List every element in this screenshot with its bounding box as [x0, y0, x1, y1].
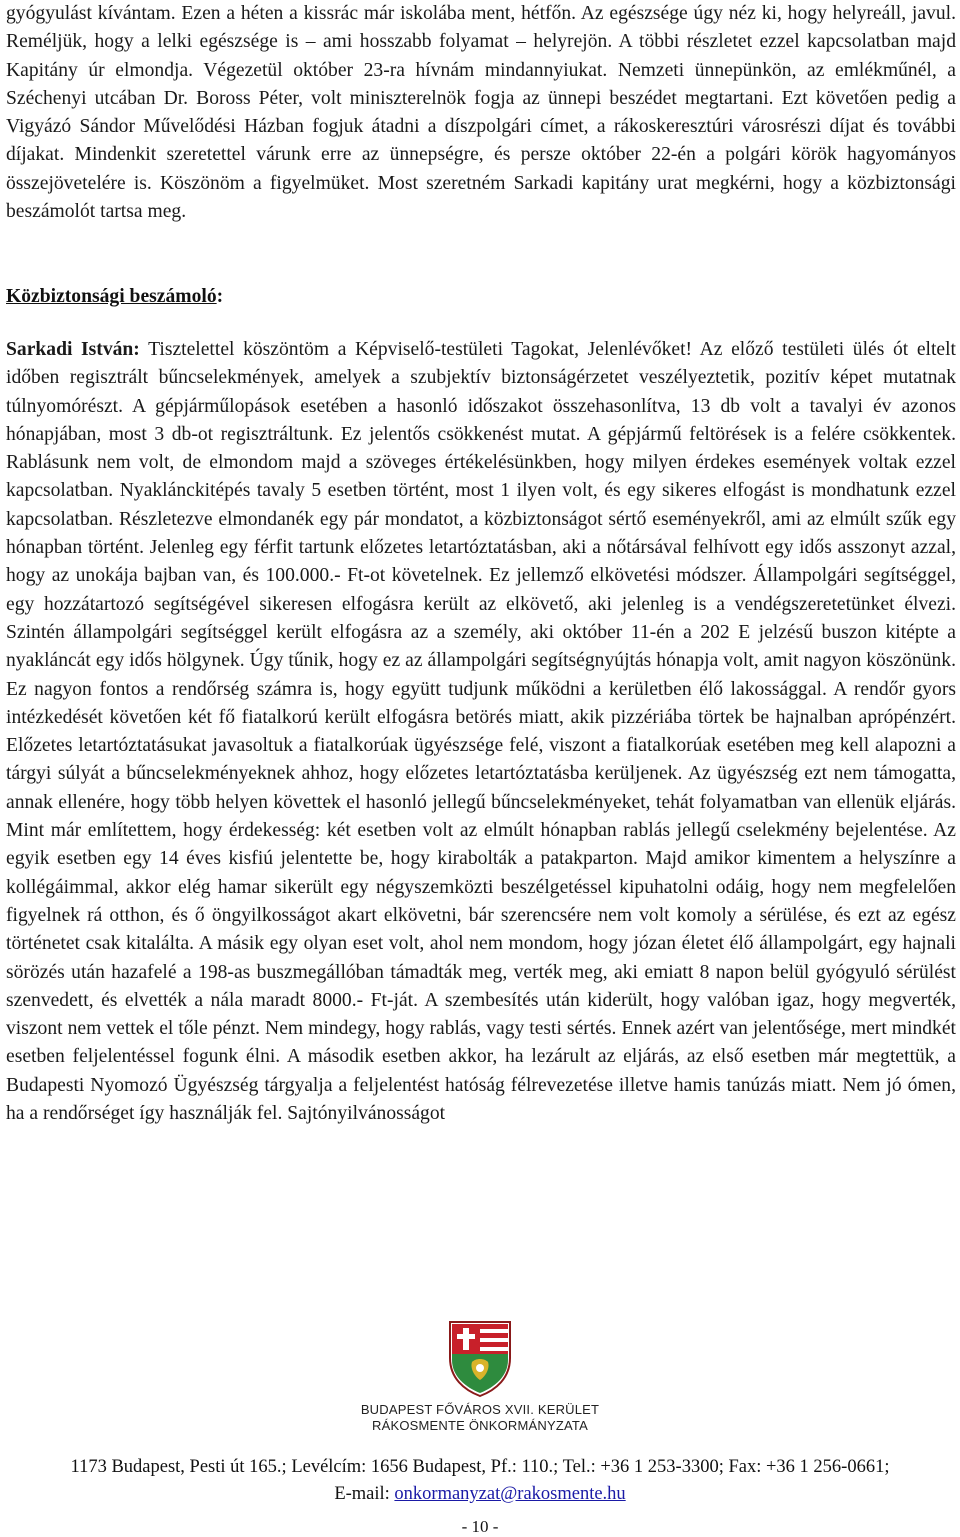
- section-heading: [6, 283, 223, 311]
- footer-org-line2: RÁKOSMENTE ÖNKORMÁNYZATA: [372, 1418, 588, 1433]
- report-paragraph: [6, 336, 956, 1128]
- section-heading-title: Közbiztonsági beszámoló: [6, 286, 217, 307]
- footer-email-link[interactable]: onkormanyzat@rakosmente.hu: [394, 1484, 626, 1504]
- speaker-name: Sarkadi István:: [6, 339, 140, 360]
- coat-of-arms-icon: [446, 1318, 514, 1398]
- footer-email-label: E-mail:: [334, 1484, 395, 1504]
- report-text: Tisztelettel köszöntöm a Képviselő-testületi Tagokat, Jelenlévőket! Az előző testületi ülés ót eltelt időben regisztrált bűncselekmények, amelyek a szubjektív biztonságérzetet veszélyeztetik, pozitív képet mutatnak túlnyomórészt. A gépjárműlopások esetében a hasonló időszakot összehasonlítva, 13 db volt a tavalyi év azonos hónapjában, most 3 db-ot regisztráltunk. Ez jelentős csökkenést mutat. A gépjármű feltörések is a felére csökkentek. Rablásunk nem volt, de elmondom majd a szöveges értékelésünkben, hogy milyen érdekes események voltak ezzel kapcsolatban. Nyaklánckitépés tavaly 5 esetben történt, most 1 ilyen volt, és egy sikeres elfogást is mondhatunk ezzel kapcsolatban. Részletezve elmondanék egy pár mondatot, a közbiztonságot sértő eseményekről, ami az elmúlt szűk egy hónapban történt. Jelenleg egy férfit tartunk előzetes letartóztatásban, aki a nőtársával felhívott egy idős asszonyt azzal, hogy az unokája bajban van, és 100.000.- Ft-ot követelnek. Ez jellemző elkövetési módszer. Állampolgári segítséggel, egy hozzátartozó segítségével sikeresen elfogásra került az elkövető, aki jelenleg is a vendégszeretetünket élvezi. Szintén állampolgári segítséggel került elfogásra az a személy, aki október 11-én a 202 E jelzésű buszon kitépte a nyakláncát egy idős hölgynek. Úgy tűnik, hogy ez az állampolgári segítségnyújtás hónapja volt, amit nagyon köszönünk. Ez nagyon fontos a rendőrség számra is, hogy együtt tudjunk működni a kerületben élő lakossággal. A rendőr gyors intézkedését követően két fő fiatalkorú került elfogásra betörés miatt, akik pizzériába törtek be hajnalban aprópénzért. Előzetes letartóztatásukat javasoltuk a fiatalkorúak ügyészsége felé, viszont a fiatalkorúak esetében meg kell alapozni a tárgyi súlyát a bűncselekményeknek ahhoz, hogy előzetes letartóztatásba kerüljenek. Az ügyészség ezt nem támogatta, annak ellenére, hogy több helyen követtek el hasonló jellegű bűncselekményeket, tehát folyamatban van ellenük eljárás. Mint már említettem, hogy érdekesség: két esetben volt az elmúlt hónapban rablás jellegű cselekmény bejelentése. Az egyik esetben egy 14 éves kisfiú jelentette be, hogy kirabolták a patakparton. Majd amikor kimentem a helyszínre a kollégáimmal, akkor elég hamar sikerült egy négyszemközti beszélgetéssel kipuhatolni odáig, hogy nem megfelelően figyelnek rá otthon, és ő öngyilkosságot akart elkövetni, bár szerencsére nem volt komoly a sérülése, és ezt az egész történetet csak kitalálta. A másik egy olyan eset volt, ahol nem mondom, hogy józan életet élő állampolgárt, egy hajnali sörözés után hazafelé a 198-as buszmegállóban támadták meg, verték meg, aki emiatt 8 napon belül gyógyuló sérülést szenvedett, és elvették a nála maradt 8000.- Ft-ját. A szembesítés után kiderült, hogy valóban igaz, hogy megverték, viszont nem vettek el tőle pénzt. Nem mindegy, hogy rablás, vagy testi sértés. Ennek azért van jelentősége, mert mindkét esetben feljelentéssel fogunk élni. A második esetben akkor, ha lezárult az eljárás, az első esetben már megtettük, a Budapesti Nyomozó Ügyészség tárgyalja a feljelentést hatóság félrevezetése illetve hamis tanúzás miatt. Nem jó ómen, ha a rendőrséget így használják fel. Sajtónyilvánosságot: [6, 339, 956, 1125]
- section-heading-colon: :: [216, 286, 224, 307]
- footer-org-line1: BUDAPEST FŐVÁROS XVII. KERÜLET: [360, 1402, 600, 1417]
- intro-paragraph: gyógyulást kívántam. Ezen a héten a kissrác már iskolába ment, hétfőn. Az egészsége úgy néz ki, hogy helyreáll, javul. Reméljük, hogy a lelki egészsége is – ami hosszabb folyamat – helyrejön. A többi részletet ezzel kapcsolatban majd Kapitány úr elmondja. Végezetül október 23-ra hívnám mindannyiukat. Nemzeti ünnepünkön, az emlékműnél, a Széchenyi utcában Dr. Boross Péter, volt miniszterelnök fogja az ünnepi beszédet megtartani. Ezt követően pedig a Vigyázó Sándor Művelődési Házban fogjuk átadni a díszpolgári címet, a rákoskeresztúri városrészi díjat és további díjakat. Mindenkit szeretettel várunk erre az ünnepségre, és persze október 22-én a polgári körök hagyományos összejövetelére is. Köszönöm a figyelmüket. Most szeretném Sarkadi kapitány urat megkérni, hogy a közbiztonsági beszámolót tartsa meg.: [6, 3, 956, 223]
- footer-email-line: [0, 1483, 960, 1505]
- footer-address: 1173 Budapest, Pesti út 165.; Levélcím: 1656 Budapest, Pf.: 110.; Tel.: +36 1 253-3300; Fax: +36 1 256-0661;: [70, 1457, 890, 1477]
- page-number: - 10 -: [461, 1517, 499, 1536]
